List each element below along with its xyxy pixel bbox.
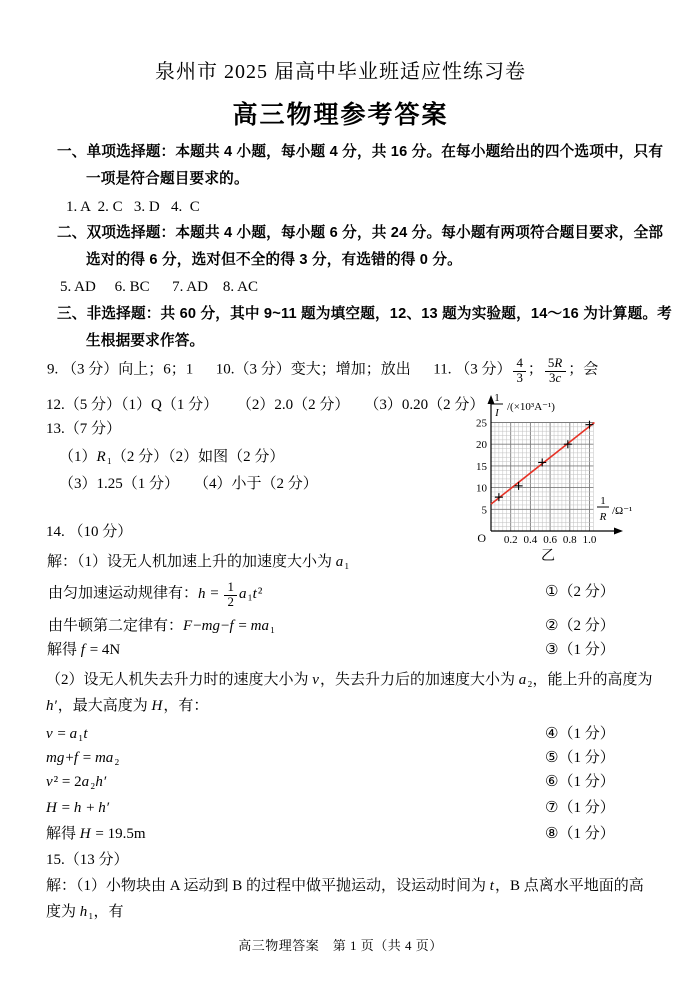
x-tick-label: 0.4: [523, 534, 538, 546]
score-tag-8: ⑧（1 分）: [545, 826, 615, 842]
chart-svg: [452, 390, 681, 565]
equation-1: 由匀加速运动规律有：h = $\frac{1}{2}$ a₁t²: [48, 580, 263, 609]
y-tick-label: 20: [476, 439, 487, 452]
q14-solution-intro: 解：（1）设无人机加速上升的加速度大小为 a₁: [47, 554, 350, 570]
answer-q9-q10-q11: 9. （3 分）向上；6；1 10.（3 分）变大；增加；放出 11. （3 分） $\frac{4}{3}$ ； $\frac{5R}{3c}$ ；会: [47, 356, 599, 385]
y-tick-label: 25: [476, 417, 487, 430]
equation-3: 解得 f = 4N: [47, 642, 121, 658]
page-footer: 高三物理答案 第 1 页（共 4 页）: [238, 938, 443, 953]
answer-q13-part1: （1）R₁（2 分）（2）如图（2 分）: [59, 449, 285, 465]
svg-text:I: I: [495, 407, 499, 419]
exam-title: 泉州市 2025 届高中毕业班适应性练习卷: [155, 61, 526, 83]
x-axis-label: [597, 495, 632, 523]
fraction: $\frac{4}{3}$: [513, 357, 525, 385]
y-tick-label: 15: [476, 460, 487, 473]
answer-q12: 12.（5 分）（1）Q（1 分） （2）2.0（2 分） （3）0.20（2 分）: [46, 397, 485, 413]
score-tag-1: ①（2 分）: [545, 584, 615, 600]
section1-heading-line2: 一项是符合题目要求的。: [86, 171, 249, 187]
q15-solution-line1: 解：（1）小物块由 A 运动到 B 的过程中做平抛运动，设运动时间为 t，B 点离水平地面的高: [46, 878, 644, 894]
section1-answers: 1. A 2. C 3. D 4. C: [66, 199, 200, 215]
y-tick-label: 10: [476, 482, 487, 495]
equation-7: H = h + h′: [46, 800, 111, 816]
x-tick-label: 0.2: [503, 534, 518, 546]
svg-text:/(×10³A⁻¹): /(×10³A⁻¹): [507, 401, 555, 413]
q14-part2-line1: （2）设无人机失去升力时的速度大小为 v，失去升力后的加速度大小为 a₂，能上升的高度为: [46, 672, 653, 688]
section2-heading-line2: 选对的得 6 分，选对但不全的得 3 分，有选错的得 0 分。: [86, 252, 462, 268]
q14-part2-line2: h′，最大高度为 H，有：: [46, 698, 209, 714]
svg-text:/Ω⁻¹: /Ω⁻¹: [612, 505, 633, 517]
svg-text:R: R: [599, 511, 607, 523]
svg-text:1: 1: [494, 392, 500, 404]
fraction: $\frac{1}{2}$: [224, 581, 236, 609]
answer-q13-part3: （3）1.25（1 分） （4）小于（2 分）: [59, 476, 318, 492]
answer-q13: 13.（7 分）: [46, 421, 122, 437]
section3-heading-line1: 三、非选择题：共 60 分，其中 9~11 题为填空题，12、13 题为实验题，14～16 为计算题。考: [57, 306, 672, 322]
chart-caption: 乙: [541, 549, 555, 564]
answer-sheet-title: 高三物理参考答案: [232, 101, 449, 129]
axes: [491, 402, 616, 531]
fraction: $\frac{5R}{3c}$: [545, 357, 566, 385]
x-axis-arrow: [614, 528, 623, 535]
equation-5: mg+f = ma₂: [46, 750, 120, 766]
section2-heading-line1: 二、双项选择题：本题共 4 小题，每小题 6 分，共 24 分。每小题有两项符合题目要求，全部: [57, 225, 664, 241]
equation-6: v² = 2a₂h′: [46, 774, 108, 790]
score-tag-6: ⑥（1 分）: [545, 774, 615, 790]
score-tag-7: ⑦（1 分）: [545, 800, 615, 816]
svg-text:1: 1: [600, 495, 606, 507]
section3-heading-line2: 生根据要求作答。: [86, 333, 205, 349]
x-tick-label: 1.0: [582, 534, 597, 546]
x-tick-label: 0.8: [562, 534, 577, 546]
score-tag-2: ②（2 分）: [545, 618, 615, 634]
equation-8: 解得 H = 19.5m: [46, 826, 146, 842]
q14-header: 14. （10 分）: [46, 524, 133, 540]
score-tag-3: ③（1 分）: [545, 642, 615, 658]
grid: [491, 423, 593, 532]
equation-4: v = a₁t: [46, 726, 88, 742]
x-tick-label: 0.6: [543, 534, 557, 546]
score-tag-5: ⑤（1 分）: [545, 750, 615, 766]
calibration-graph: [452, 390, 681, 565]
origin-label: O: [477, 531, 486, 545]
q15-header: 15.（13 分）: [46, 852, 129, 868]
y-axis-label: [491, 392, 555, 419]
equation-2: 由牛顿第二定律有：F−mg−f = ma₁: [48, 618, 276, 634]
section2-answers: 5. AD 6. BC 7. AD 8. AC: [60, 279, 258, 295]
score-tag-4: ④（1 分）: [545, 726, 615, 742]
section1-heading-line1: 一、单项选择题：本题共 4 小题，每小题 4 分，共 16 分。在每小题给出的四个选项中，只有: [57, 144, 664, 160]
y-tick-label: 5: [481, 504, 487, 517]
q15-solution-line2: 度为 h₁，有: [46, 904, 124, 920]
